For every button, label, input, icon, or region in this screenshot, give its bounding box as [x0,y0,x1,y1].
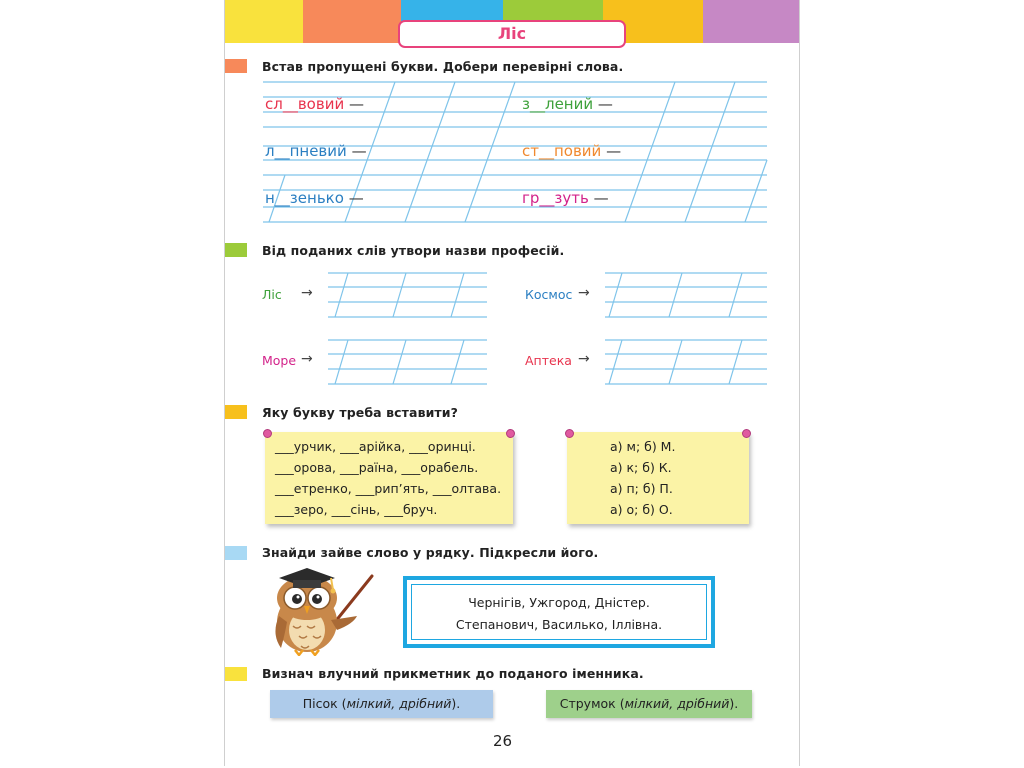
adjective-options: мілкий, дрібний [346,696,452,711]
arrow-icon: → [301,351,313,367]
noun: Струмок [559,696,616,711]
exercise-line: ___орова, ___раїна, ___орабель. [275,460,479,475]
answer-option: а) о; б) О. [610,502,673,517]
task4-instruction: Знайди зайве слово у рядку. Підкресли його. [262,545,599,560]
sticky-note-words [265,432,513,524]
pin-icon [742,429,751,438]
arrow-icon: → [578,285,590,301]
word-row: Чернігів, Ужгород, Дністер. [468,595,650,610]
task5-instruction: Визнач влучний прикметник до поданого іменника. [262,666,644,681]
page-number: 26 [493,732,513,750]
task3-instruction: Яку букву треба вставити? [262,405,458,420]
source-word: Ліс [262,287,282,302]
source-word: Космос [525,287,573,302]
task1-instruction: Встав пропущені букви. Добери перевірні слова. [262,59,624,74]
word-to-complete: ст__повий — [522,142,622,160]
adjective-options: мілкий, дрібний [624,696,730,711]
word-row: Степанович, Василько, Іллівна. [455,617,663,632]
answer-option: а) к; б) К. [610,460,672,475]
source-word: Аптека [525,353,572,368]
sticky-note-answers [567,432,749,524]
city-names-inner-frame [411,584,707,640]
arrow-icon: → [578,351,590,367]
task-marker [225,243,247,257]
task-marker [225,405,247,419]
task2-instruction: Від поданих слів утвори назви професій. [262,243,565,258]
exercise-line: ___зеро, ___сінь, ___бруч. [275,502,438,517]
word-to-complete: з__лений — [522,95,613,113]
exercise-line: ___урчик, ___арійка, ___оринці. [275,439,476,454]
task-marker [225,667,247,681]
answer-option: а) м; б) М. [610,439,676,454]
arrow-icon: → [301,285,313,301]
noun-ribbon: Струмок (мілкий, дрібний). [546,690,752,718]
workbook-page [224,0,800,766]
noun-ribbon: Пісок (мілкий, дрібний). [270,690,493,718]
word-to-complete: сл__вовий — [265,95,364,113]
source-word: Море [262,353,297,368]
task-marker [225,546,247,560]
pin-icon [263,429,272,438]
owl-teacher-illustration [255,566,375,656]
city-names-box [403,576,715,648]
word-to-complete: л__пневий — [265,142,367,160]
noun: Пісок [302,696,338,711]
answer-option: а) п; б) П. [610,481,673,496]
pin-icon [506,429,515,438]
page-title: Ліс [398,20,626,48]
word-to-complete: гр__зуть — [522,189,609,207]
pin-icon [565,429,574,438]
word-to-complete: н__зенько — [265,189,364,207]
exercise-line: ___етренко, ___рип’ять, ___олтава. [275,481,502,496]
